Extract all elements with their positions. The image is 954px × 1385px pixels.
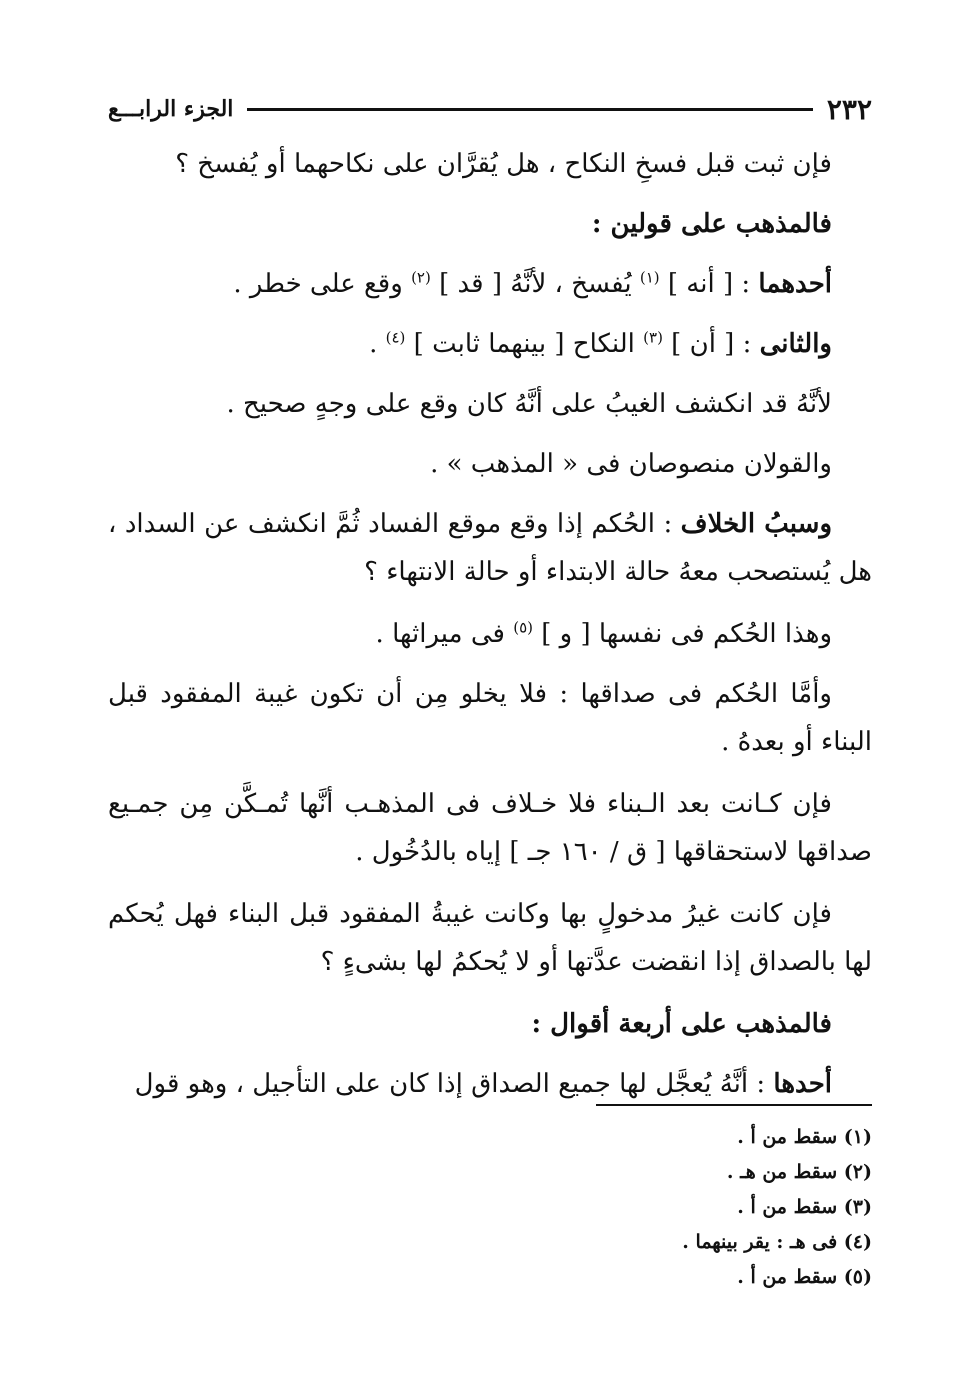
paragraph-13-text: : أنَّهُ يُعجَّل لها جميع الصداق إذا كان على التأجيل ، وهو قول <box>134 1069 774 1099</box>
paragraph-3-text-b: يُفسخ ، لأنَّهُ [ قد ] <box>430 269 640 299</box>
paragraph-4-text-b: النكاح [ بينهما ثابت ] <box>405 329 644 359</box>
page-number: ٢٣٢ <box>826 92 872 126</box>
footnote-ref-2: (٢) <box>411 268 431 287</box>
paragraph-10: فإن كـانت بعد الـبناء فلا خـلاف فى المذهـب أنَّها تُمـكَّن مِن جمـيع صداقها لاستحقاقها [ ق / ١٦٠ جـ ] إياه بالدُخُول . <box>108 789 872 867</box>
paragraph-8-text-a: وهذا الحُكم فى نفسها [ و ] <box>532 619 832 649</box>
footnotes <box>400 1120 872 1295</box>
footnote-3: (٣) سقط من أ . <box>737 1196 872 1218</box>
paragraph-7-lead: وسببُ الخلاف <box>680 509 832 539</box>
footnote-5: (٥) سقط من أ . <box>737 1266 872 1288</box>
paragraph-3-text-c: وقع على خطر . <box>233 269 412 299</box>
footnote-2: (٢) سقط من هـ . <box>726 1161 872 1183</box>
footnote-1: (١) سقط من أ . <box>737 1126 872 1148</box>
paragraph-4-lead: والثانى <box>759 329 832 359</box>
paragraph-3-text-a: : [ أنه ] <box>659 269 759 299</box>
footnote-ref-3: (٣) <box>643 328 663 347</box>
footnote-ref-4: (٤) <box>385 328 406 347</box>
footnote-rule <box>596 1104 872 1106</box>
paragraph-7-text: : الحُكم إذا وقع موقع الفساد ثُمَّ انكشف عن السداد ، هل يُستصحب معهُ حالة الابتداء أو حالة الانتهاء ؟ <box>108 509 872 587</box>
paragraph-13 <box>108 1060 872 1108</box>
paragraph-11: فإن كانت غيرُ مدخولٍ بها وكانت غيبةُ المفقود قبل البناء فهل يُحكم لها بالصداق إذا انقضت عدَّتها أو لا يُحكمُ لها بشىءٍ ؟ <box>108 899 872 977</box>
paragraph-1: فإن ثبت قبل فسخِ النكاح ، هل يُقرَّان على نكاحهما أو يُفسخ ؟ <box>175 149 832 179</box>
paragraph-8-text-b: فى ميراثها . <box>375 619 514 649</box>
main-text <box>108 140 872 1120</box>
paragraph-3 <box>108 260 872 308</box>
paragraph-8 <box>108 610 872 658</box>
header-rule <box>247 108 812 111</box>
page-header <box>108 86 872 132</box>
paragraph-2: فالمذهب على قولين : <box>591 209 832 239</box>
paragraph-7 <box>108 500 872 596</box>
footnote-ref-5: (٥) <box>513 618 533 637</box>
footnote-4: (٤) فى هـ : يقر بينهما . <box>682 1231 872 1253</box>
paragraph-5: لأنَّهُ قد انكشف الغيبُ على أنَّهُ كان وقع على وجهٍ صحيح . <box>226 389 832 419</box>
footnote-ref-1: (١) <box>639 268 660 287</box>
running-title: الجزء الرابـــع <box>108 96 234 122</box>
paragraph-4-text-a: : [ أن ] <box>662 329 760 359</box>
paragraph-4-text-c: . <box>369 329 386 359</box>
paragraph-9: وأمَّا الحُكم فى صداقها : فلا يخلو مِن أن تكون غيبة المفقود قبل البناء أو بعدهُ . <box>108 679 872 757</box>
paragraph-6: والقولان منصوصان فى « المذهب » . <box>430 449 832 479</box>
paragraph-12: فالمذهب على أربعة أقوال : <box>531 1009 832 1039</box>
paragraph-4 <box>108 320 872 368</box>
paragraph-3-lead: أحدهما <box>758 269 832 299</box>
paragraph-13-lead: أحدها <box>773 1069 832 1099</box>
